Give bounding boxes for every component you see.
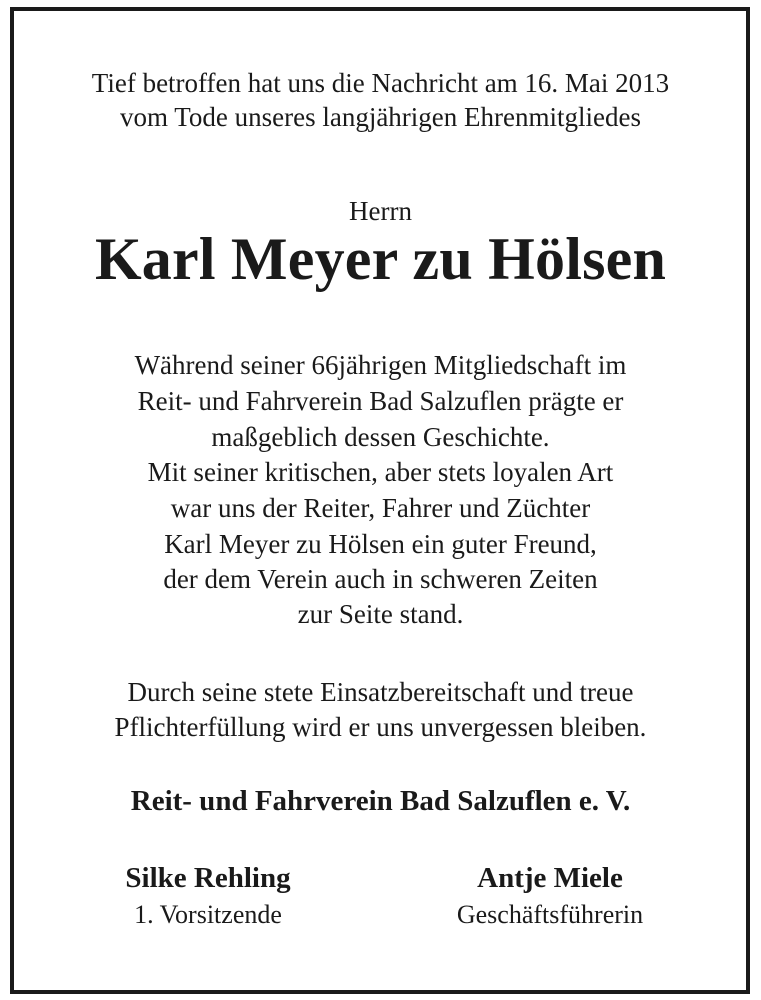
tribute-line-2: Reit- und Fahrverein Bad Salzuflen prägte er [137, 386, 624, 416]
tribute-line-1: Während seiner 66jährigen Mitgliedschaft im [134, 350, 627, 380]
closing-line-2: Pflichterfüllung wird er uns unvergessen bleiben. [114, 712, 647, 742]
tribute-line-7: der dem Verein auch in schweren Zeiten [163, 564, 598, 594]
signatory-1-role: 1. Vorsitzende [134, 900, 282, 929]
tribute-line-3: maßgeblich dessen Geschichte. [211, 422, 550, 452]
signatory-2-role: Geschäftsführerin [456, 900, 644, 929]
tribute-line-5: war uns der Reiter, Fahrer und Züchter [170, 493, 591, 523]
tribute-line-8: zur Seite stand. [297, 599, 464, 629]
intro-line-2: vom Tode unseres langjährigen Ehrenmitgliedes [120, 102, 641, 132]
intro-line-1: Tief betroffen hat uns die Nachricht am 16. Mai 2013 [91, 68, 670, 98]
signatory-1-name: Silke Rehling [125, 862, 291, 894]
organization-name: Reit- und Fahrverein Bad Salzuflen e. V. [130, 785, 631, 817]
tribute-line-6: Karl Meyer zu Hölsen ein guter Freund, [164, 529, 597, 559]
tribute-line-4: Mit seiner kritischen, aber stets loyalen Art [147, 457, 614, 487]
deceased-name: Karl Meyer zu Hölsen [94, 226, 667, 292]
signatory-2-name: Antje Miele [477, 862, 623, 894]
closing-line-1: Durch seine stete Einsatzbereitschaft und treue [127, 677, 634, 707]
salutation: Herrn [349, 196, 412, 226]
